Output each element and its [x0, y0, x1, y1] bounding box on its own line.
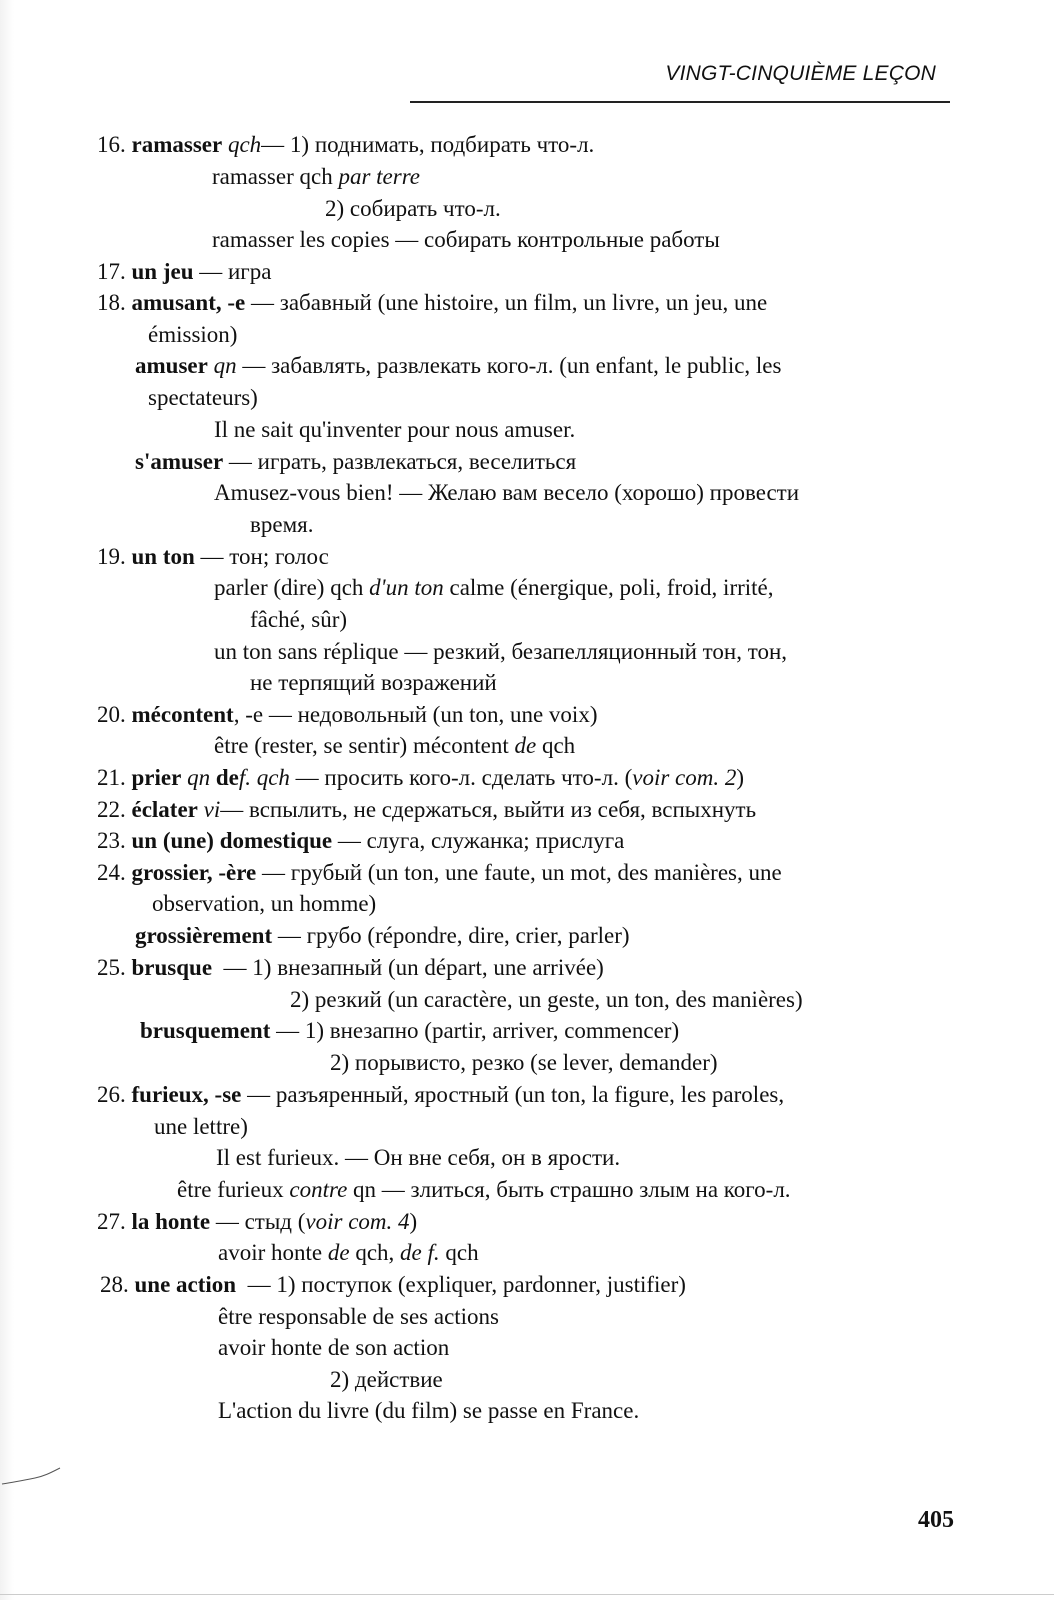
- entry-number: 18.: [97, 290, 126, 315]
- entry-number: 17.: [97, 259, 126, 284]
- entry-number: 27.: [97, 1209, 126, 1234]
- definition-2: 2) порывисто, резко (se lever, demander): [330, 1050, 718, 1075]
- running-header: VINGT-CINQUIÈME LEÇON: [665, 62, 936, 85]
- sub-entry: [135, 351, 781, 381]
- example-italic: de f.: [400, 1240, 440, 1265]
- definition: — слуга, служанка; прислуга: [337, 828, 625, 853]
- example: être responsable de ses actions: [218, 1304, 500, 1329]
- entry-number: 23.: [97, 828, 126, 853]
- example-continued: время.: [250, 512, 314, 537]
- headword: furieux, -se: [131, 1082, 242, 1107]
- definition: — недовольный (un ton, une voix): [268, 702, 598, 727]
- entry-28: [100, 1270, 686, 1300]
- example-text: qch: [536, 733, 576, 758]
- entry-25: [97, 953, 604, 983]
- headword: s'amuser: [135, 449, 224, 474]
- entry-18: [97, 288, 767, 318]
- example-text: qch: [439, 1240, 479, 1265]
- example-text: ramasser qch: [212, 164, 339, 189]
- entry-24: [97, 858, 782, 888]
- definition: — 1) внезапный (un départ, une arrivée): [223, 955, 604, 980]
- example-text: qn — злиться, быть страшно злым на кого-л.: [347, 1177, 791, 1202]
- example: [218, 1238, 479, 1268]
- headword: un (une) domestique: [131, 828, 333, 853]
- headword: grossièrement: [135, 923, 273, 948]
- definition-continued: une lettre): [154, 1114, 248, 1139]
- entry-number: 26.: [97, 1082, 126, 1107]
- example-text: être (rester, se sentir) mécontent: [214, 733, 515, 758]
- example-text: qch,: [349, 1240, 401, 1265]
- cross-reference: voir com. 4: [305, 1209, 410, 1234]
- definition: — игра: [199, 259, 272, 284]
- example-text: calme (énergique, poli, froid, irrité,: [443, 575, 774, 600]
- definition: — забавный (une histoire, un film, un livre, un jeu, une: [250, 290, 768, 315]
- entry-number: 19.: [97, 544, 126, 569]
- scan-bottom-edge: [0, 1594, 1054, 1595]
- example-italic: par terre: [338, 164, 421, 189]
- entry-number: 20.: [97, 702, 126, 727]
- example-continued: fâché, sûr): [250, 607, 348, 632]
- definition-end: ): [736, 765, 745, 790]
- headword: mécontent: [131, 702, 234, 727]
- example: [214, 731, 575, 761]
- scan-shadow: [0, 0, 14, 1600]
- headword: un jeu: [131, 259, 194, 284]
- example-continued: не терпящий возражений: [250, 670, 497, 695]
- definition-continued: observation, un homme): [152, 891, 377, 916]
- example: [214, 573, 774, 603]
- headword: amusant, -e: [131, 290, 246, 315]
- entry-number: 16.: [97, 132, 126, 157]
- headword: éclater: [131, 797, 198, 822]
- example-italic: de: [327, 1240, 350, 1265]
- headword: grossier, -ère: [131, 860, 257, 885]
- example: avoir honte de son action: [218, 1335, 450, 1360]
- example: L'action du livre (du film) se passe en France.: [218, 1398, 640, 1423]
- entry-20: [97, 700, 597, 730]
- sub-entry: [135, 447, 576, 477]
- example: Amusez-vous bien! — Желаю вам весело (хорошо) провести: [214, 480, 800, 505]
- entry-number: 25.: [97, 955, 126, 980]
- definition-2: 2) резкий (un caractère, un geste, un ton, des manières): [290, 987, 803, 1012]
- definition: — забавлять, развлекать кого-л. (un enfant, le public, les: [242, 353, 782, 378]
- suffix: , -e: [233, 702, 264, 727]
- example-text: avoir honte: [218, 1240, 328, 1265]
- example: ramasser les copies — собирать контрольные работы: [212, 227, 720, 252]
- definition-2: 2) собирать что-л.: [325, 196, 501, 221]
- example-italic: d'un ton: [369, 575, 444, 600]
- headword-particle: de: [215, 765, 239, 790]
- definition-continued: émission): [148, 322, 238, 347]
- header-rule: [410, 101, 950, 103]
- entry-21: [97, 763, 744, 793]
- definition: — 1) поступок (expliquer, pardonner, justifier): [247, 1272, 686, 1297]
- example-text: être furieux: [177, 1177, 290, 1202]
- example: un ton sans réplique — резкий, безапелляционный тон, тон,: [214, 639, 788, 664]
- grammar-note: qn: [213, 353, 237, 378]
- entry-number: 21.: [97, 765, 126, 790]
- example: [212, 162, 420, 192]
- entry-22: [97, 795, 756, 825]
- headword: prier: [131, 765, 182, 790]
- definition: — тон; голос: [200, 544, 329, 569]
- headword: la honte: [131, 1209, 211, 1234]
- definition-2: 2) действие: [330, 1367, 443, 1392]
- cross-reference: voir com. 2: [632, 765, 737, 790]
- grammar-note: qn: [187, 765, 211, 790]
- entry-number: 28.: [100, 1272, 129, 1297]
- example-italic: contre: [289, 1177, 348, 1202]
- example-text: parler (dire) qch: [214, 575, 370, 600]
- example: Il ne sait qu'inventer pour nous amuser.: [214, 417, 576, 442]
- definition: — разъяренный, яростный (un ton, la figure, les paroles,: [247, 1082, 785, 1107]
- definition: — 1) внезапно (partir, arriver, commencer): [276, 1018, 680, 1043]
- sub-entry: [140, 1016, 679, 1046]
- headword: amuser: [135, 353, 208, 378]
- grammar-note: qch: [227, 132, 262, 157]
- entry-17: [97, 257, 271, 287]
- definition: — стыд (: [215, 1209, 306, 1234]
- entry-23: [97, 826, 624, 856]
- grammar-note: f. qch: [238, 765, 290, 790]
- definition: — 1) поднимать, подбирать что-л.: [261, 132, 595, 157]
- definition: — грубо (répondre, dire, crier, parler): [277, 923, 630, 948]
- definition: — вспылить, не сдержаться, выйти из себя, вспыхнуть: [220, 797, 757, 822]
- definition-end: ): [409, 1209, 418, 1234]
- definition: — просить кого-л. сделать что-л. (: [295, 765, 633, 790]
- example: [177, 1175, 791, 1205]
- definition: — грубый (un ton, une faute, un mot, des manières, une: [262, 860, 782, 885]
- headword: brusque: [131, 955, 213, 980]
- example: Il est furieux. — Он вне себя, он в ярости.: [216, 1145, 621, 1170]
- example-italic: de: [514, 733, 537, 758]
- headword: un ton: [131, 544, 195, 569]
- entry-19: [97, 542, 329, 572]
- entry-number: 22.: [97, 797, 126, 822]
- entry-26: [97, 1080, 784, 1110]
- sub-entry: [135, 921, 630, 951]
- scan-smudge: [0, 1466, 70, 1490]
- headword: ramasser: [131, 132, 223, 157]
- entry-16: [97, 130, 594, 160]
- entry-number: 24.: [97, 860, 126, 885]
- grammar-note: vi: [203, 797, 221, 822]
- page-number: 405: [918, 1507, 954, 1533]
- headword: une action: [134, 1272, 237, 1297]
- definition-continued: spectateurs): [148, 385, 258, 410]
- headword: brusquement: [140, 1018, 271, 1043]
- entry-27: [97, 1207, 417, 1237]
- definition: — играть, развлекаться, веселиться: [228, 449, 577, 474]
